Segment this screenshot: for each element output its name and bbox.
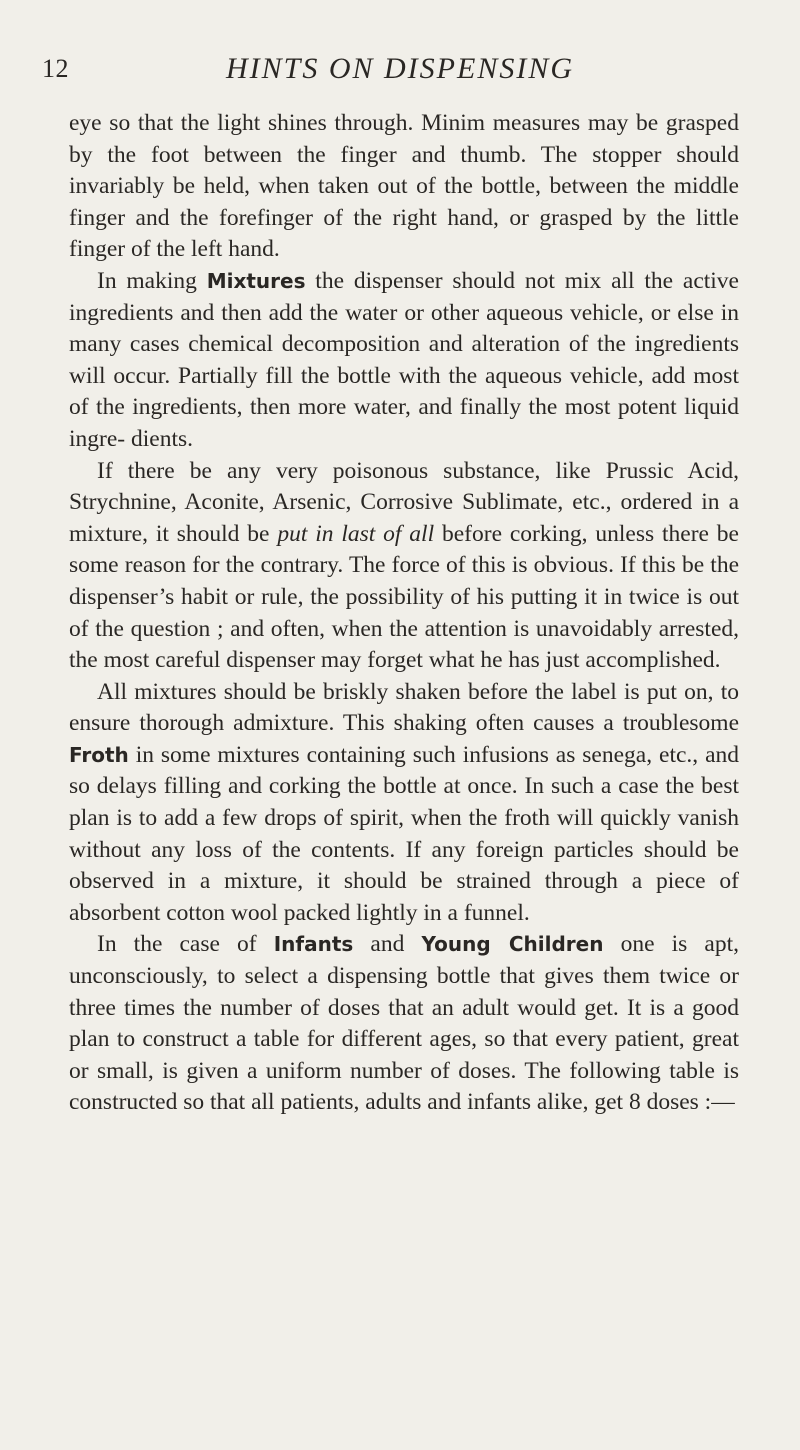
term-young-children: Young Children xyxy=(421,932,604,957)
paragraph-froth xyxy=(69,677,739,930)
term-mixtures: Mixtures xyxy=(206,268,306,293)
paragraph-text: and xyxy=(353,931,422,958)
emphasis-put-in-last: put in last of all xyxy=(277,520,435,547)
paragraph-text: in some mixtures containing such infusions as senega, etc., and so delays filling and corking the bottle at once. In such a case the best plan is to add a few drops of spirit, when the froth will quickly vanish without any loss of the contents. If any foreign particles should be observed in a mixture, it should be strained through a piece of absorbent cotton wool packed lightly in a funnel. xyxy=(69,741,739,926)
paragraph-text: If there be any very poisonous substance, like Prussic Acid, Strychnine, Aconite, Arsenic, Corrosive Sublimate, etc., ordered in a mixture, it should be xyxy=(69,457,739,547)
paragraph-mixtures xyxy=(69,266,739,456)
running-head xyxy=(0,52,800,92)
paragraph-text: In making xyxy=(97,267,207,294)
paragraph-text: the dispenser should not mix all the active ingredients and then add the water or other aqueous vehicle, or else in many cases chemical decomposition and alteration of the ingredients will occur. Partially fill the bottle with the aqueous vehicle, add most of the ingredients, then more water, and finally the most potent liquid ingre- dients. xyxy=(69,267,739,452)
paragraph-infants xyxy=(69,929,739,1119)
term-infants: Infants xyxy=(273,932,354,957)
page-number: 12 xyxy=(42,54,69,83)
term-froth: Froth xyxy=(69,742,129,767)
paragraph-1: eye so that the light shines through. Minim measures may be grasped by the foot between the finger and thumb. The stopper should invariably be held, when taken out of the bottle, between the middle finger and the forefinger of the right hand, or grasped by the little finger of the left hand. xyxy=(69,110,739,263)
paragraph-text: one is apt, unconsciously, to select a dispensing bottle that gives them twice or three times the number of doses that an adult would get. It is a good plan to construct a table for different ages, so that every patient, great or small, is given a uniform number of doses. The following table is constructed so that all patients, adults and infants alike, get 8 doses :— xyxy=(69,931,739,1116)
paragraph-text: before corking, unless there be some reason for the contrary. The force of this is obvious. If this be the dispenser’s habit or rule, the possibility of his putting it in twice is out of the question ; and often, when the attention is unavoidably arrested, the most careful dispenser may forget what he has just accomplished. xyxy=(69,520,739,674)
running-title: HINTS ON DISPENSING xyxy=(225,52,574,85)
body-text xyxy=(69,108,739,1119)
paragraph-poisons xyxy=(69,456,739,677)
paragraph-text: In the case of xyxy=(97,931,274,958)
paragraph-text: All mixtures should be briskly shaken before the label is put on, to ensure thorough admixture. This shaking often causes a troublesome xyxy=(69,678,739,737)
